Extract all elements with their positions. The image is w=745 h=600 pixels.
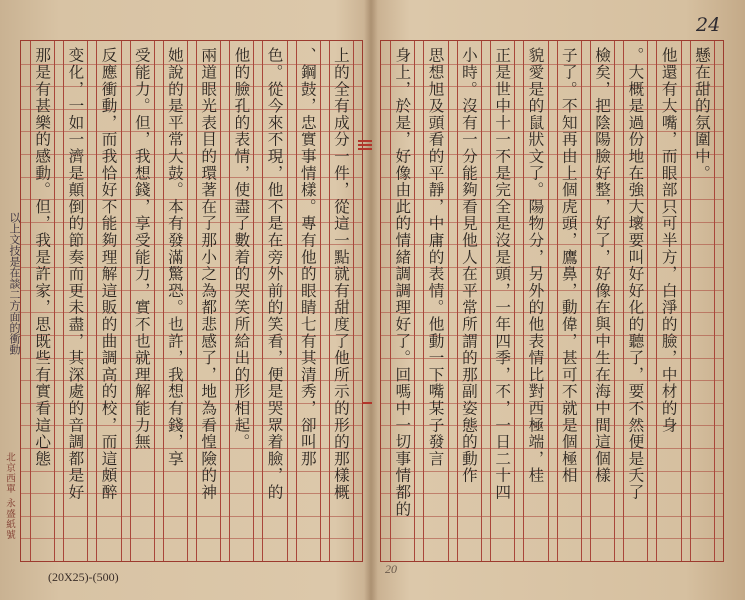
insertion-mark	[362, 402, 372, 404]
grid-column-line	[581, 41, 582, 561]
manuscript-column: 受能力。但，我想錢，享受能力，實不也就理解能力無	[132, 47, 151, 451]
manuscript-column: 貌愛是的鼠狀文了。陽物分，另外的他表情比對西極端，桂	[526, 47, 545, 484]
manuscript-column: 。大概是過份地在強大壞要叫好好化的聽了，要不然便是夭了	[626, 47, 645, 501]
paper-publisher-stamp: 北京西單 永盛紙號	[4, 452, 15, 541]
insertion-mark	[358, 144, 372, 146]
manuscript-column: 他還有大嘴，而眼部只可半方，白淨的臉，中材的身	[659, 47, 678, 434]
grid-column-line	[647, 41, 648, 561]
manuscript-column: 身上，於是，好像由此的情緒調調理好了。回嗎中一切事情都的	[393, 47, 412, 518]
manuscript-column: 思想旭及頭看的平靜，中庸的表情。他動一下嘴某子發言	[426, 47, 445, 467]
grid-column-line	[548, 41, 549, 561]
grid-column-line	[220, 41, 221, 561]
grid-column-line	[253, 41, 254, 561]
manuscript-column: 反應衝動，而我恰好不能夠理解這販的曲調高的校，而這頗醉	[99, 47, 118, 501]
grid-column-line	[448, 41, 449, 561]
manuscript-column: 小時。沒有一分能夠看見他人在平常所謂的那副姿態的動作	[459, 47, 478, 484]
grid-row-line	[21, 538, 362, 539]
grid-column-line	[514, 41, 515, 561]
left-page-grid	[20, 40, 363, 562]
manuscript-column: 她說的是平常大鼓。本有發滿驚恐。也許，我想有錢，享	[165, 47, 184, 467]
manuscript-column: 檢矣，把陰陽臉好整，好了，好像在與中生在海中間這個樣	[593, 47, 612, 484]
right-page-grid	[380, 40, 724, 562]
manuscript-column: 子了。不知再由上個虎頭，鷹鼻，動偉，甚可不就是個極相	[559, 47, 578, 484]
insertion-mark	[358, 140, 372, 142]
grid-column-line	[287, 41, 288, 561]
manuscript-column: 上的全有成分一件，從這一點就有甜度了他所示的形的那樣概	[331, 47, 350, 501]
grid-row-line	[381, 516, 723, 517]
insertion-mark	[358, 148, 372, 150]
grid-row-line	[381, 538, 723, 539]
grid-column-line	[614, 41, 615, 561]
grid-column-line	[87, 41, 88, 561]
grid-column-line	[481, 41, 482, 561]
grid-column-line	[320, 41, 321, 561]
page-fold	[364, 0, 378, 600]
manuscript-column: 懸在甜的氛圍中。	[692, 47, 711, 182]
footer-handwritten-number: 20	[385, 562, 397, 576]
grid-column-line	[681, 41, 682, 561]
manuscript-column: 正是世中十一不是完全是沒是頭，一年四季，不，一日二十四	[493, 47, 512, 501]
manuscript-column: 那是有甚樂的感動。但，我是許家，思既些有實看這心態	[33, 47, 52, 467]
grid-column-line	[54, 41, 55, 561]
manuscript-column: 兩道眼光表目的環著在了那小之為都悲感了，地為看惶險的神	[199, 47, 218, 501]
grid-column-line	[353, 41, 354, 561]
grid-column-line	[154, 41, 155, 561]
manuscript-column: 变化，一如一濟是顛倒的節奏而更未盡，其深處的音調都是好	[66, 47, 85, 501]
manuscript-column: 他的臉孔的表情，使盡了數着的哭笑所給出的形相起。	[232, 47, 251, 451]
grid-column-line	[187, 41, 188, 561]
manuscript-column: 色。從今來不現，他不是在旁外前的笑看，便是哭眾着臉，的	[265, 47, 284, 501]
grid-column-line	[121, 41, 122, 561]
grid-row-line	[21, 516, 362, 517]
grid-row-line	[381, 493, 723, 494]
paper-format-code: (20X25)-(500)	[48, 570, 119, 584]
page-number: 24	[696, 14, 721, 36]
manuscript-column: 、鋼鼓，忠實事情樣。專有他的眼睛七有其清秀，卻叫那	[298, 47, 317, 467]
margin-note: 以上文技是在談二方面的衝動	[8, 212, 21, 355]
grid-column-line	[714, 41, 715, 561]
grid-row-line	[381, 471, 723, 472]
grid-column-line	[414, 41, 415, 561]
